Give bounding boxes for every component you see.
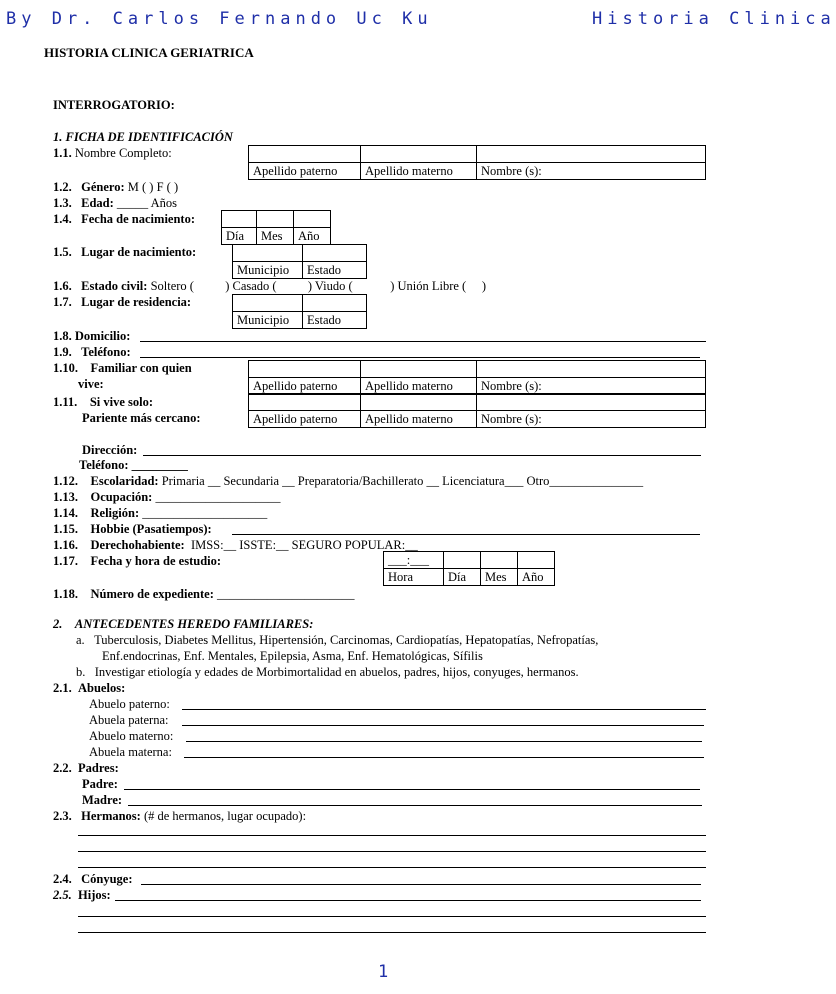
conyuge-line[interactable] xyxy=(141,884,701,885)
date-cell[interactable] xyxy=(222,211,257,228)
time-cell[interactable]: ___:___ xyxy=(384,552,444,569)
row-1-5: 1.5. Lugar de nacimiento: xyxy=(53,245,197,259)
col-label: Municipio xyxy=(233,262,303,279)
direccion-line[interactable] xyxy=(143,455,701,456)
direccion-label: Dirección: xyxy=(82,443,138,457)
date-cell[interactable] xyxy=(257,211,294,228)
abuela-materna-line[interactable] xyxy=(184,757,704,758)
row-1-6: 1.6. Estado civil: Soltero ( ) Casado ( ) Viudo ( ) Unión Libre ( ) xyxy=(53,279,487,293)
abuelo-materno-line[interactable] xyxy=(186,741,702,742)
place-cell[interactable] xyxy=(233,295,303,312)
hermanos-line[interactable] xyxy=(78,835,706,836)
padre-line[interactable] xyxy=(124,789,700,790)
item-a-2: Enf.endocrinas, Enf. Mentales, Epilepsia, Asma, Enf. Hematológicas, Sífilis xyxy=(102,649,483,663)
row-1-17: 1.17. Fecha y hora de estudio: xyxy=(53,554,222,568)
place-cell[interactable] xyxy=(303,295,367,312)
hijos-line[interactable] xyxy=(115,900,701,901)
residence-table xyxy=(232,294,367,329)
hijos-line[interactable] xyxy=(78,916,706,917)
date-cell[interactable] xyxy=(481,552,518,569)
name-cell[interactable] xyxy=(249,361,361,378)
date-cell[interactable] xyxy=(444,552,481,569)
padre-label: Padre: xyxy=(82,777,118,791)
row-1-8: 1.8. Domicilio: xyxy=(53,329,131,343)
row-1-1 xyxy=(53,146,172,160)
section-interrogatorio: INTERROGATORIO: xyxy=(53,98,175,112)
col-label: Día xyxy=(222,228,257,245)
col-label: Apellido paterno xyxy=(249,378,361,395)
col-label: Apellido materno xyxy=(361,163,477,180)
col-label: Apellido paterno xyxy=(249,411,361,428)
name-cell[interactable] xyxy=(361,394,477,411)
row-2-2: 2.2. Padres: xyxy=(53,761,119,775)
doc-title: HISTORIA CLINICA GERIATRICA xyxy=(44,45,254,60)
row-1-11: 1.11. Si vive solo: xyxy=(53,395,154,409)
row-1-10: 1.10. Familiar con quien xyxy=(53,361,192,375)
abuela-paterna-label: Abuela paterna: xyxy=(89,713,169,727)
abuelo-paterno-line[interactable] xyxy=(182,709,706,710)
birthdate-table xyxy=(221,210,331,245)
col-label: Nombre (s): xyxy=(477,163,706,180)
col-label: Estado xyxy=(303,262,367,279)
hobbie-line[interactable] xyxy=(232,534,700,535)
header-doc-type: Historia Clinica xyxy=(592,9,836,29)
name-table-1 xyxy=(248,145,706,180)
col-label: Hora xyxy=(384,569,444,586)
abuelo-paterno-label: Abuelo paterno: xyxy=(89,697,170,711)
page-number: 1 xyxy=(378,962,389,982)
row-1-1-num: 1.1. xyxy=(53,146,72,160)
row-2-3: 2.3. Hermanos: (# de hermanos, lugar ocupado): xyxy=(53,809,307,823)
name-cell[interactable] xyxy=(361,361,477,378)
name-cell[interactable] xyxy=(477,146,706,163)
col-label: Estado xyxy=(303,312,367,329)
name-cell[interactable] xyxy=(361,146,477,163)
col-label: Mes xyxy=(481,569,518,586)
name-cell[interactable] xyxy=(249,394,361,411)
row-1-12: 1.12. Escolaridad: Primaria __ Secundaria __ Preparatoria/Bachillerato __ Licenciatura___ Otro_______________ xyxy=(53,474,644,488)
row-1-15: 1.15. Hobbie (Pasatiempos): xyxy=(53,522,212,536)
section-1-title: 1. FICHA DE IDENTIFICACIÓN xyxy=(53,130,233,144)
name-cell[interactable] xyxy=(249,146,361,163)
row-1-11-label2: Pariente más cercano: xyxy=(82,411,201,425)
abuelo-materno-label: Abuelo materno: xyxy=(89,729,174,743)
col-label: Municipio xyxy=(233,312,303,329)
header-author: By Dr. Carlos Fernando Uc Ku xyxy=(6,9,433,29)
hermanos-line[interactable] xyxy=(78,867,706,868)
row-2-5: 2.5. Hijos: xyxy=(53,888,111,902)
row-1-18: 1.18. Número de expediente: ______________________ xyxy=(53,587,355,601)
col-label: Apellido materno xyxy=(361,411,477,428)
row-1-1-label: Nombre Completo: xyxy=(74,146,172,160)
col-label: Día xyxy=(444,569,481,586)
col-label: Apellido materno xyxy=(361,378,477,395)
name-table-3 xyxy=(248,393,706,428)
birthplace-table xyxy=(232,244,367,279)
date-cell[interactable] xyxy=(518,552,555,569)
hijos-line[interactable] xyxy=(78,932,706,933)
hermanos-line[interactable] xyxy=(78,851,706,852)
row-1-9: 1.9. Teléfono: xyxy=(53,345,131,359)
row-1-16: 1.16. Derechohabiente: IMSS:__ ISSTE:__ SEGURO POPULAR:__ xyxy=(53,538,418,552)
name-table-2 xyxy=(248,360,706,395)
row-1-7: 1.7. Lugar de residencia: xyxy=(53,295,192,309)
study-date-table xyxy=(383,551,555,586)
telefono-2: Teléfono: _________ xyxy=(79,458,188,472)
abuela-paterna-line[interactable] xyxy=(182,725,704,726)
item-b: b. Investigar etiología y edades de Morbimortalidad en abuelos, padres, hijos, conyuges, hermanos. xyxy=(76,665,579,679)
row-1-4: 1.4. Fecha de nacimiento: xyxy=(53,212,195,226)
row-1-13: 1.13. Ocupación: ____________________ xyxy=(53,490,281,504)
col-label: Nombre (s): xyxy=(477,411,706,428)
row-1-14: 1.14. Religión: ____________________ xyxy=(53,506,268,520)
row-2-1: 2.1. Abuelos: xyxy=(53,681,126,695)
madre-label: Madre: xyxy=(82,793,123,807)
row-1-3: 1.3. Edad: _____ Años xyxy=(53,196,177,210)
col-label: Nombre (s): xyxy=(477,378,706,395)
abuela-materna-label: Abuela materna: xyxy=(89,745,172,759)
madre-line[interactable] xyxy=(128,805,702,806)
col-label: Año xyxy=(518,569,555,586)
row-1-2: 1.2. Género: M ( ) F ( ) xyxy=(53,180,179,194)
domicilio-line[interactable] xyxy=(140,341,706,342)
place-cell[interactable] xyxy=(303,245,367,262)
col-label: Apellido paterno xyxy=(249,163,361,180)
place-cell[interactable] xyxy=(233,245,303,262)
item-a: a. Tuberculosis, Diabetes Mellitus, Hipertensión, Carcinomas, Cardiopatías, Hepatopatías, Nefropatías, xyxy=(76,633,599,647)
col-label: Año xyxy=(294,228,331,245)
col-label: Mes xyxy=(257,228,294,245)
section-2-title: 2. ANTECEDENTES HEREDO FAMILIARES: xyxy=(53,617,314,631)
date-cell[interactable] xyxy=(294,211,331,228)
telefono-line[interactable] xyxy=(140,357,700,358)
row-2-4: 2.4. Cónyuge: xyxy=(53,872,133,886)
name-cell[interactable] xyxy=(477,394,706,411)
row-1-10-label2: vive: xyxy=(78,377,104,391)
name-cell[interactable] xyxy=(477,361,706,378)
